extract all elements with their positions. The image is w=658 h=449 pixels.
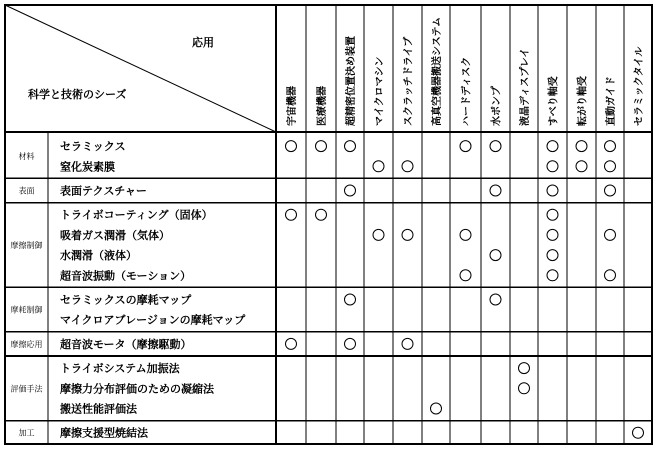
column-header: 高真空機器搬送システム — [432, 17, 443, 126]
circle-mark — [490, 141, 501, 152]
category-label: 摩耗制御 — [10, 305, 43, 315]
circle-mark — [345, 294, 356, 305]
column-header: すべり軸受 — [548, 76, 560, 126]
circle-mark — [286, 141, 297, 152]
seed-row-label: 水潤滑（液体） — [60, 249, 137, 263]
circle-mark — [547, 185, 558, 196]
circle-mark — [373, 229, 384, 240]
seed-row-label: トライボシステム加振法 — [60, 362, 180, 376]
seed-row-label: 摩擦支援型焼結法 — [60, 426, 148, 440]
circle-marks — [286, 141, 644, 439]
circle-mark — [547, 141, 558, 152]
column-header: スクラッチドライブ — [403, 36, 415, 126]
circle-mark — [402, 161, 413, 172]
circle-mark — [402, 229, 413, 240]
header-diagonal — [5, 5, 276, 132]
circle-mark — [345, 141, 356, 152]
circle-mark — [460, 270, 471, 281]
seed-row-label: セラミックス — [60, 140, 126, 154]
applications-header: 応用 — [192, 36, 214, 49]
circle-mark — [519, 383, 530, 394]
circle-mark — [547, 209, 558, 220]
application-column-headers — [285, 17, 645, 126]
column-header: 液晶ディスプレイ — [520, 47, 531, 126]
column-header: 直動ガイド — [606, 76, 617, 126]
category-label: 加工 — [18, 428, 35, 438]
circle-mark — [547, 270, 558, 281]
circle-mark — [547, 161, 558, 172]
circle-mark — [316, 141, 327, 152]
seed-row-label: 窒化炭素膜 — [60, 160, 115, 174]
circle-mark — [519, 363, 530, 374]
circle-mark — [576, 161, 587, 172]
circle-mark — [431, 403, 442, 414]
category-label: 摩擦制御 — [10, 241, 43, 250]
table-grid — [5, 5, 652, 444]
seed-row-label: セラミックスの摩耗マップ — [60, 293, 192, 307]
circle-mark — [605, 141, 616, 152]
circle-mark — [576, 141, 587, 152]
seed-row-label: トライボコーティング（固体） — [60, 208, 213, 222]
column-header: 水ポンプ — [491, 86, 503, 126]
category-label: 摩擦応用 — [10, 339, 43, 349]
circle-mark — [605, 270, 616, 281]
table-border — [5, 5, 652, 444]
seed-row-label: 吸着ガス潤滑（気体） — [60, 228, 170, 242]
category-label: 評価手法 — [10, 384, 43, 394]
column-header: ハードディスク — [461, 56, 473, 126]
circle-mark — [345, 185, 356, 196]
circle-mark — [490, 294, 501, 305]
seed-rows — [11, 140, 247, 440]
circle-mark — [605, 185, 616, 196]
circle-mark — [460, 141, 471, 152]
seed-row-label: 摩擦力分布評価のための凝縮法 — [60, 382, 214, 396]
category-label: 表面 — [18, 186, 35, 196]
circle-mark — [547, 229, 558, 240]
circle-mark — [547, 250, 558, 261]
column-header: 超精密位置決め装置 — [346, 36, 357, 126]
circle-mark — [605, 161, 616, 172]
seed-row-label: 超音波振動（モーション） — [60, 269, 192, 283]
category-label: 材料 — [18, 152, 35, 162]
seed-row-label: マイクロアブレージョンの摩耗マップ — [60, 313, 246, 327]
seeds-header: 科学と技術のシーズ — [28, 88, 127, 101]
circle-mark — [373, 161, 384, 172]
column-header: マイクロマシン — [374, 56, 386, 126]
circle-mark — [286, 209, 297, 220]
column-header: 転がり軸受 — [577, 76, 589, 126]
circle-mark — [490, 250, 501, 261]
column-header: 宇宙機器 — [287, 86, 298, 126]
circle-mark — [345, 338, 356, 349]
seed-row-label: 表面テクスチャー — [60, 184, 147, 198]
circle-mark — [633, 427, 644, 438]
seed-row-label: 搬送性能評価法 — [60, 402, 137, 416]
seed-row-label: 超音波モータ（摩擦駆動） — [60, 337, 192, 351]
circle-mark — [490, 185, 501, 196]
circle-mark — [460, 229, 471, 240]
circle-mark — [286, 338, 297, 349]
circle-mark — [402, 338, 413, 349]
circle-mark — [316, 209, 327, 220]
circle-mark — [605, 229, 616, 240]
column-header: セラミックタイル — [634, 46, 645, 126]
column-header: 医療機器 — [317, 86, 328, 126]
